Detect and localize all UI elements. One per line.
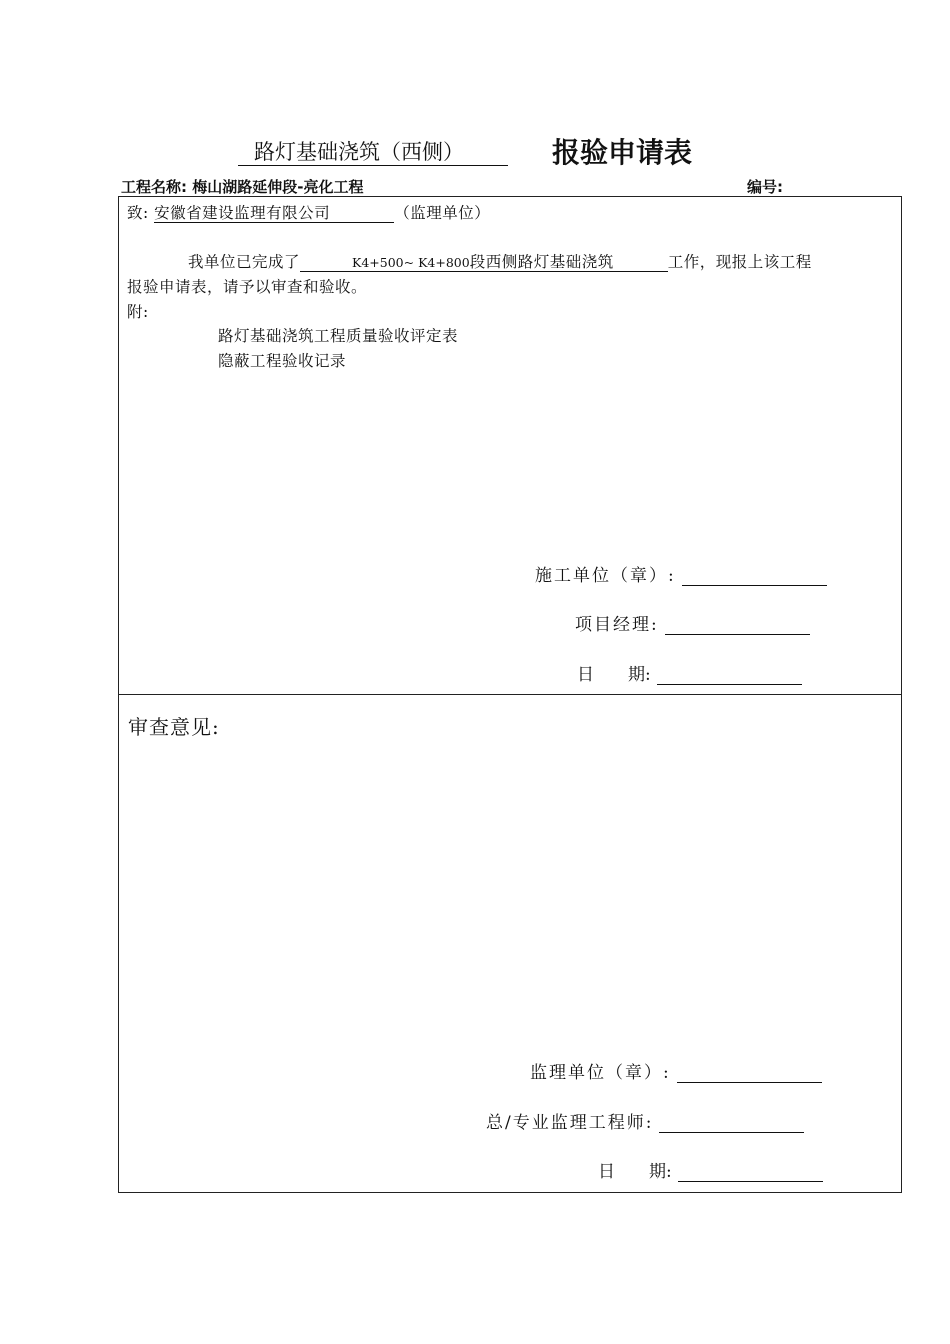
supervisor-signature-row xyxy=(530,1058,822,1083)
section-divider xyxy=(118,694,902,695)
form-title-prefix: 路灯基础浇筑（西侧） xyxy=(238,136,508,166)
project-manager-row xyxy=(575,610,810,635)
work-description: 段西侧路灯基础浇筑 xyxy=(469,253,614,271)
review-date-label: 日 期: xyxy=(598,1162,672,1182)
engineer-signature-row xyxy=(486,1108,804,1133)
form-title: 报验申请表 xyxy=(552,136,693,169)
application-date-row xyxy=(577,660,802,685)
application-body-line-2: 报验申请表，请予以审查和验收。 xyxy=(127,278,368,296)
work-item-fill xyxy=(300,253,668,272)
supervisor-label: 监理单位（章）: xyxy=(530,1063,671,1083)
addressee-suffix: （监理单位） xyxy=(394,204,491,222)
project-name-value: 梅山湖路延伸段-亮化工程 xyxy=(192,178,443,197)
work-range: K4+500~ K4+800 xyxy=(352,255,470,270)
review-opinion-label: 审查意见: xyxy=(128,715,220,739)
project-manager-label: 项目经理: xyxy=(575,615,659,635)
contractor-signature-row xyxy=(535,561,827,586)
engineer-label: 总/专业监理工程师: xyxy=(486,1113,654,1133)
application-body-line-1: 我单位已完成了 K4+500~ K4+800段西侧路灯基础浇筑 工作，现报上该工程 xyxy=(188,253,812,271)
review-date-field[interactable] xyxy=(678,1161,823,1182)
application-date-field[interactable] xyxy=(657,664,802,685)
application-date-label: 日 期: xyxy=(577,665,651,685)
engineer-signature-field[interactable] xyxy=(659,1112,804,1133)
project-manager-field[interactable] xyxy=(665,614,810,635)
project-name-row xyxy=(121,176,443,197)
project-name-label: 工程名称: xyxy=(121,178,187,196)
contractor-signature-field[interactable] xyxy=(682,565,827,586)
review-date-row xyxy=(598,1157,823,1182)
addressee-line xyxy=(127,201,490,223)
attachments-label: 附: xyxy=(127,303,149,321)
attachment-item: 路灯基础浇筑工程质量验收评定表 xyxy=(218,327,459,345)
addressee-label: 致: xyxy=(127,204,149,222)
addressee-unit: 安徽省建设监理有限公司 xyxy=(154,204,394,223)
serial-number-label: 编号: xyxy=(747,178,783,196)
contractor-label: 施工单位（章）: xyxy=(535,566,676,586)
supervisor-signature-field[interactable] xyxy=(677,1062,822,1083)
attachment-item: 隐蔽工程验收记录 xyxy=(218,352,347,370)
